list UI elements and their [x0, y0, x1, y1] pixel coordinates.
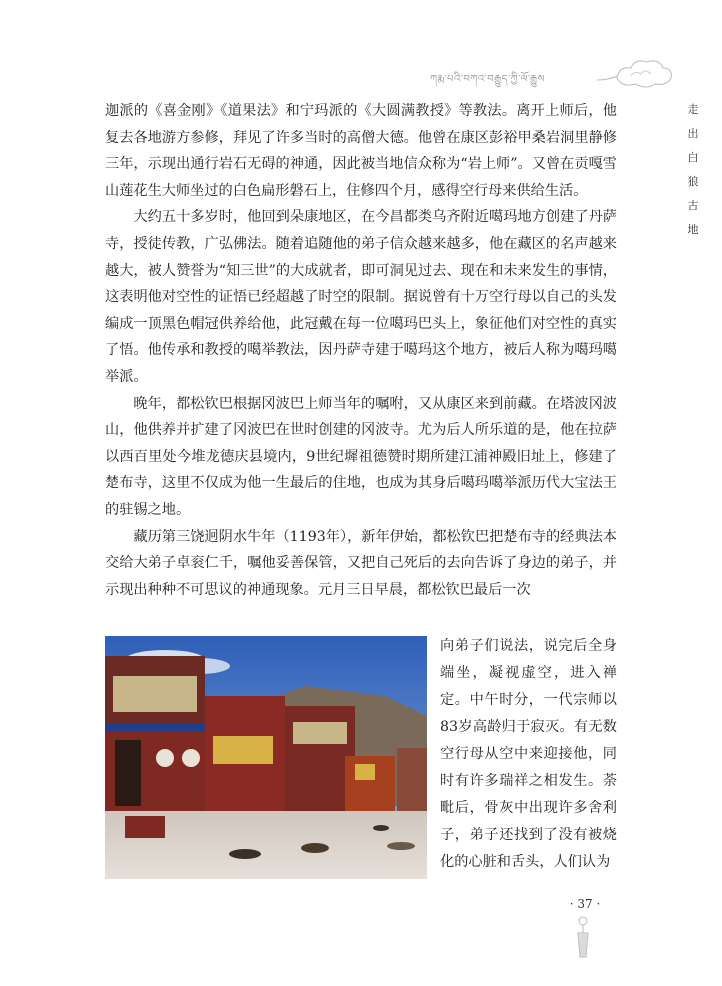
side-char: 古	[687, 199, 699, 212]
paragraph: 迦派的《喜金刚》《道果法》和宁玛派的《大圆满教授》等教法。离开上师后，他复去各地游方参修，拜见了许多当时的高僧大德。他曾在康区彭裕甲桑岩洞里静修三年，示现出通行岩石无碍的神通，因此被当地信众称为“岩上师”。又曾在贡嘎雪山莲花生大师坐过的白色扁形磐石上，住修四个月，感得空行母来供给生活。	[105, 103, 617, 199]
side-char: 狼	[687, 175, 699, 188]
cloud-ornament-icon	[595, 56, 675, 92]
main-text	[105, 98, 617, 603]
chapter-side-label	[683, 98, 703, 242]
paragraph: 大约五十多岁时，他回到朵康地区，在今昌都类乌齐附近噶玛地方创建了丹萨寺，授徒传教，广弘佛法。随着追随他的弟子信众越来越多，他在藏区的名声越来越大，被人赞誉为“知三世”的大成就者，即可洞见过去、现在和未来发生的事情，这表明他对空性的证悟已经超越了时空的限制。据说曾有十万空行母以自己的头发编成一顶黑色帽冠供养给他，此冠戴在每一位噶玛巴头上，象征他们对空性的真实了悟。他传承和教授的噶举教法，因丹萨寺建于噶玛这个地方，被后人称为噶玛噶举派。	[105, 209, 617, 385]
side-char: 出	[687, 127, 699, 140]
running-header-tibetan: ཀརྨ་པའི་བཀའ་བརྒྱུད་ཀྱི་ལོ་རྒྱུས	[430, 74, 545, 85]
side-char: 白	[687, 151, 699, 164]
paragraph: 向弟子们说法，说完后全身端坐，凝视虚空，进入禅定。中午时分，一代宗师以83岁高龄归于寂灭。有无数空行母从空中来迎接他，同时有许多瑞祥之相发生。荼毗后，骨灰中出现许多舍利子，弟子还找到了没有被烧化的心脏和舌头，人们认为	[440, 638, 617, 870]
page-number: · 37 ·	[569, 897, 601, 911]
tassel-ornament-icon	[570, 915, 596, 961]
side-char: 地	[687, 223, 699, 236]
paragraph: 晚年，都松钦巴根据冈波巴上师当年的嘱咐，又从康区来到前藏。在塔波冈波山，他供养并扩建了冈波巴在世时创建的冈波寺。尤为后人所乐道的是，他在拉萨以西百里处今堆龙德庆县境内，9世纪墀祖德赞时期所建江浦神殿旧址上，修建了楚布寺，这里不仅成为他一生最后的住地，也成为其身后噶玛噶举派历代大宝法王的驻锡之地。	[105, 395, 617, 518]
monastery-courtyard-photo	[105, 636, 427, 879]
side-char: 走	[687, 103, 699, 116]
wrapped-text	[440, 633, 617, 876]
paragraph: 藏历第三饶迥阴水牛年（1193年），新年伊始，都松钦巴把楚布寺的经典法本交给大弟子卓衮仁千，嘱他妥善保管，又把自己死后的去向告诉了身边的弟子，并示现出种种不可思议的神通现象。元月三日早晨，都松钦巴最后一次	[105, 528, 617, 598]
